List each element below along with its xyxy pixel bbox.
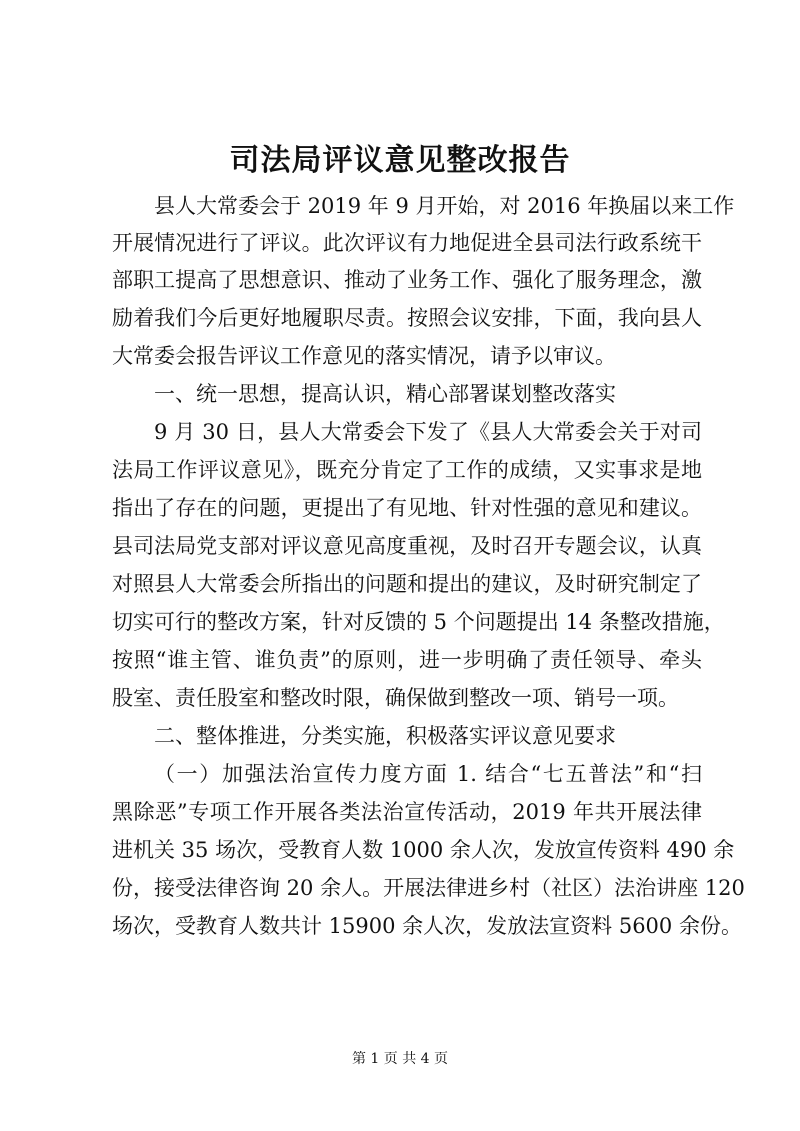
body-line: 指出了存在的问题，更提出了有见地、针对性强的意见和建议。 [112,496,702,520]
page-title: 司法局评议意见整改报告 [229,143,571,178]
page-footer: 第 1 页 共 4 页 [351,1051,449,1067]
body-line: 9 月 30 日，县人大常委会下发了《县人大常委会关于对司 [154,420,702,444]
body-line: 场次，受教育人数共计 15900 余人次，发放法宣资料 5600 余份。 [112,914,742,938]
body-line: 黑除恶”专项工作开展各类法治宣传活动，2019 年共开展法律 [112,800,702,824]
body-line: 县人大常委会于 2019 年 9 月开始，对 2016 年换届以来工作 [154,194,735,218]
body-line: 大常委会报告评议工作意见的落实情况，请予以审议。 [112,344,616,368]
body-line: 按照“谁主管、谁负责”的原则，进一步明确了责任领导、牵头 [112,648,702,672]
body-line: 开展情况进行了评议。此次评议有力地促进全县司法行政系统干 [112,231,702,255]
body-line: 县司法局党支部对评议意见高度重视，及时召开专题会议，认真 [112,534,702,558]
body-line: 股室、责任股室和整改时限，确保做到整改一项、销号一项。 [112,686,679,710]
body-line: （一）加强法治宣传力度方面 1. 结合“七五普法”和“扫 [154,762,702,786]
body-line: 进机关 35 场次，受教育人数 1000 余人次，发放宣传资料 490 余 [112,838,735,862]
body-line: 份，接受法律咨询 20 余人。开展法律进乡村（社区）法治讲座 120 [112,876,745,900]
section-heading: 一、统一思想，提高认识，精心部署谋划整改落实 [154,382,616,406]
section-heading: 二、整体推进，分类实施，积极落实评议意见要求 [154,724,616,748]
body-line: 切实可行的整改方案，针对反馈的 5 个问题提出 14 条整改措施， [112,610,725,634]
body-line: 部职工提高了思想意识、推动了业务工作、强化了服务理念，激 [112,268,702,292]
body-line: 励着我们今后更好地履职尽责。按照会议安排，下面，我向县人 [112,306,702,330]
body-line: 对照县人大常委会所指出的问题和提出的建议，及时研究制定了 [112,572,702,596]
body-line: 法局工作评议意见》，既充分肯定了工作的成绩，又实事求是地 [112,458,702,482]
